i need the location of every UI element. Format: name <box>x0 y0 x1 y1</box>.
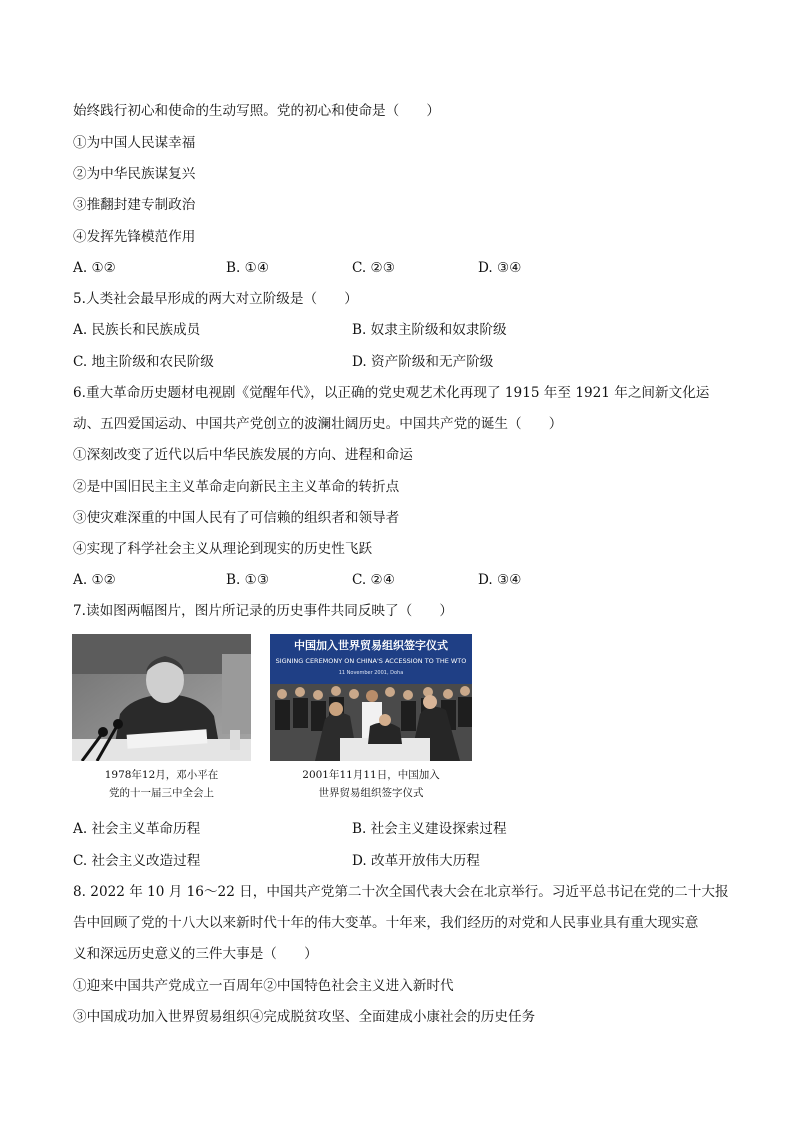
photo-1-caption <box>72 766 251 802</box>
photo-2-caption-line-2: 世界贸易组织签字仪式 <box>318 787 424 799</box>
wto-banner-date: 11 November 2001, Doha <box>338 670 404 676</box>
q6-item-2: ②是中国旧民主主义革命走向新民主主义革命的转折点 <box>73 479 400 495</box>
q6-item-1: ①深刻改变了近代以后中华民族发展的方向、进程和命运 <box>73 447 413 463</box>
photo-2-caption-line-1: 2001年11月11日，中国加入 <box>302 769 440 781</box>
q6-option-b: B. ①③ <box>226 572 270 588</box>
q6-option-a: A. ①② <box>73 572 116 588</box>
q4-option-d: D. ③④ <box>478 260 522 276</box>
photo-1-caption-line-2: 党的十一届三中全会上 <box>109 787 214 799</box>
q4-item-3: ③推翻封建专制政治 <box>73 197 196 213</box>
q4-option-a: A. ①② <box>73 260 116 276</box>
q6-stem-line-1: 6.重大革命历史题材电视剧《觉醒年代》，以正确的党史观艺术化再现了 1915 年至 1921 年之间新文化运 <box>73 385 710 401</box>
q4-option-c: C. ②③ <box>352 260 395 276</box>
q5-option-a: A. 民族长和民族成员 <box>73 322 201 338</box>
photo-wto-ceremony <box>270 634 472 761</box>
q4-option-b: B. ①④ <box>226 260 270 276</box>
q4-stem: 始终践行初心和使命的生动写照。党的初心和使命是（ ） <box>73 103 441 119</box>
q6-option-d: D. ③④ <box>478 572 522 588</box>
q5-stem: 5.人类社会最早形成的两大对立阶级是（ ） <box>73 291 358 307</box>
photo-1-caption-line-1: 1978年12月，邓小平在 <box>104 769 219 781</box>
q8-stem-line-2: 告中回顾了党的十八大以来新时代十年的伟大变革。十年来，我们经历的对党和人民事业具有重大现实意 <box>73 915 699 931</box>
wto-banner-title: 中国加入世界贸易组织签字仪式 <box>294 639 448 652</box>
q8-stem-line-3: 义和深远历史意义的三件大事是（ ） <box>73 946 318 962</box>
q7-option-a: A. 社会主义革命历程 <box>73 821 201 837</box>
q5-option-d: D. 资产阶级和无产阶级 <box>352 354 494 370</box>
q7-stem: 7.读如图两幅图片，图片所记录的历史事件共同反映了（ ） <box>73 603 453 619</box>
q5-option-c: C. 地主阶级和农民阶级 <box>73 354 214 370</box>
q6-item-3: ③使灾难深重的中国人民有了可信赖的组织者和领导者 <box>73 510 400 526</box>
photo-2-caption <box>270 766 472 802</box>
wto-banner-subtitle: SIGNING CEREMONY ON CHINA'S ACCESSION TO THE WTO <box>275 657 467 665</box>
q8-items-line-1: ①迎来中国共产党成立一百周年②中国特色社会主义进入新时代 <box>73 978 454 994</box>
q4-item-1: ①为中国人民谋幸福 <box>73 135 196 151</box>
q4-item-4: ④发挥先锋模范作用 <box>73 229 196 245</box>
photo-deng-xiaoping <box>72 634 251 761</box>
q8-items-line-2: ③中国成功加入世界贸易组织④完成脱贫攻坚、全面建成小康社会的历史任务 <box>73 1009 536 1025</box>
q7-option-d: D. 改革开放伟大历程 <box>352 853 480 869</box>
q5-option-b: B. 奴隶主阶级和奴隶阶级 <box>352 322 507 338</box>
q6-option-c: C. ②④ <box>352 572 395 588</box>
q4-item-2: ②为中华民族谋复兴 <box>73 166 196 182</box>
q7-option-c: C. 社会主义改造过程 <box>73 853 201 869</box>
q7-option-b: B. 社会主义建设探索过程 <box>352 821 507 837</box>
q6-stem-line-2: 动、五四爱国运动、中国共产党创立的波澜壮阔历史。中国共产党的诞生（ ） <box>73 416 563 432</box>
q6-item-4: ④实现了科学社会主义从理论到现实的历史性飞跃 <box>73 541 373 557</box>
q8-stem-line-1: 8. 2022 年 10 月 16～22 日，中国共产党第二十次全国代表大会在北京举行。习近平总书记在党的二十大报 <box>73 884 729 900</box>
